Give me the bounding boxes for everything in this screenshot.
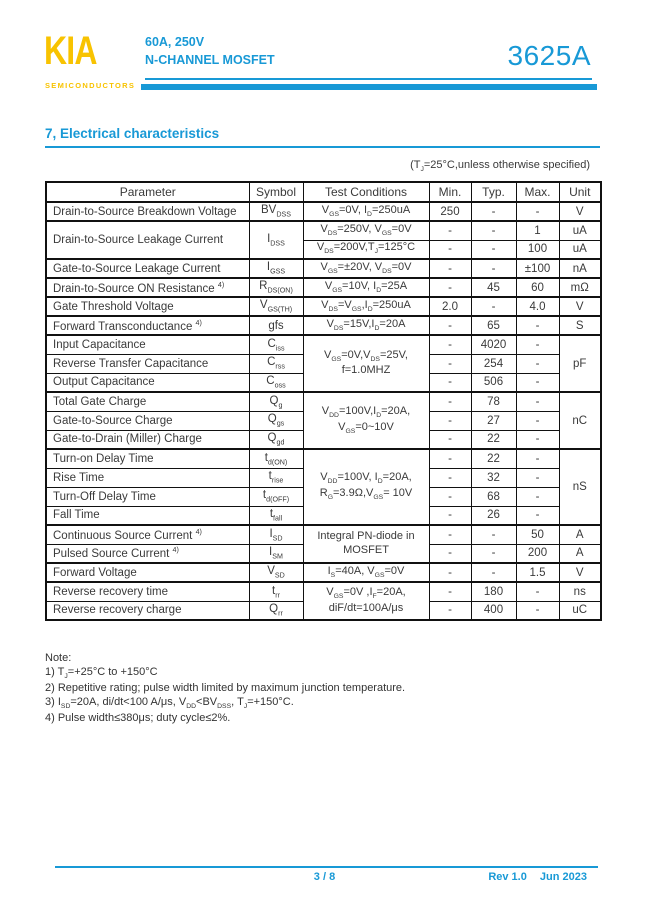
table-cell-num: - — [429, 373, 471, 392]
table-cell-num: 22 — [471, 430, 516, 449]
table-cell-num: - — [516, 354, 559, 373]
table-cell-param: Reverse recovery time — [46, 582, 249, 601]
table-cell-num: - — [429, 506, 471, 525]
table-row — [46, 563, 601, 582]
section-title-underline — [45, 146, 600, 148]
table-cell-param: Forward Voltage — [46, 563, 249, 582]
table-cell-param: Reverse Transfer Capacitance — [46, 354, 249, 373]
table-cell-sym: $t_{d(OFF)}$ — [249, 487, 303, 506]
table-cell-sym: $t_{d(ON)}$ — [249, 449, 303, 468]
table-cell-num: - — [429, 544, 471, 563]
table-cell-unit: V — [559, 563, 601, 582]
table-cell-sym: $R_{DS(ON)}$ — [249, 278, 303, 297]
section-label: Electrical characteristics — [60, 126, 220, 141]
table-cell-param: Input Capacitance — [46, 335, 249, 354]
footer-rule — [55, 866, 598, 868]
table-cell-param: Pulsed Source Current $^{4)}$ — [46, 544, 249, 563]
table-cell-num: 2.0 — [429, 297, 471, 316]
page-number: 3 / 8 — [313, 871, 336, 883]
table-cell-num: - — [471, 221, 516, 240]
table-cell-param: Turn-Off Delay Time — [46, 487, 249, 506]
table-cell-num: - — [516, 335, 559, 354]
table-cell-num: - — [516, 373, 559, 392]
table-cell-num: - — [516, 316, 559, 335]
table-header — [46, 182, 601, 202]
table-cell-unit: pF — [559, 335, 601, 392]
table-cell-num: - — [516, 487, 559, 506]
part-spec-line1: 60A, 250V — [145, 35, 205, 49]
part-spec — [145, 34, 275, 69]
table-cell-sym: $t_{fall}$ — [249, 506, 303, 525]
table-cell-cond: $V_{DD}=100V$, $I_D=20A$, $R_G=3.9\Omega,V_{GS}= 10V$ — [303, 449, 429, 525]
table-cell-num: - — [429, 468, 471, 487]
table-cell-param: Gate-to-Drain (Miller) Charge — [46, 430, 249, 449]
table-cell-sym: $V_{SD}$ — [249, 563, 303, 582]
table-cell-sym: $C_{oss}$ — [249, 373, 303, 392]
part-spec-line2: N-CHANNEL MOSFET — [145, 52, 275, 67]
table-cell-cond: $V_{DS}=250V$, $V_{GS}=0V$ — [303, 221, 429, 240]
table-cell-cond: $V_{DD}=100V,I_D=20A$, $V_{GS}=0\sim 10V$ — [303, 392, 429, 449]
table-cell-num: 100 — [516, 240, 559, 259]
test-condition-note: ($T_J=25^\circ C,unless$ otherwise specified) — [410, 159, 590, 174]
column-header: Unit — [559, 182, 601, 202]
table-cell-num: - — [429, 449, 471, 468]
table-cell-sym: $C_{iss}$ — [249, 335, 303, 354]
table-cell-num: 1 — [516, 221, 559, 240]
table-cell-cond: $V_{GS}=0V$ $,I_F=20A$, diF/dt=100A/μs — [303, 582, 429, 620]
column-header: Parameter — [46, 182, 249, 202]
table-cell-cond: $V_{GS}=0V,V_{DS}=25V$, f=1.0MHZ — [303, 335, 429, 392]
table-cell-sym: $Q_{rr}$ — [249, 601, 303, 620]
table-cell-num: 180 — [471, 582, 516, 601]
table-cell-param: Total Gate Charge — [46, 392, 249, 411]
table-cell-param: Gate Threshold Voltage — [46, 297, 249, 316]
table-cell-num: - — [471, 563, 516, 582]
section-number: 7, — [45, 126, 57, 141]
table-row — [46, 335, 601, 354]
table-cell-num: ±100 — [516, 259, 559, 278]
table-cell-sym: $BV_{DSS}$ — [249, 202, 303, 221]
logo-subtitle: SEMICONDUCTORS — [45, 81, 136, 90]
table-cell-cond: $V_{DS}=15V,I_D=20A$ — [303, 316, 429, 335]
table-header-row — [46, 182, 601, 202]
column-header: Symbol — [249, 182, 303, 202]
table-cell-num: - — [471, 544, 516, 563]
table-cell-num: - — [429, 240, 471, 259]
table-cell-unit: nC — [559, 392, 601, 449]
table-cell-num: 60 — [516, 278, 559, 297]
table-row — [46, 259, 601, 278]
revision-date: Jun 2023 — [539, 871, 587, 883]
table-cell-param: Reverse recovery charge — [46, 601, 249, 620]
table-cell-num: 32 — [471, 468, 516, 487]
table-cell-param: Drain-to-Source Leakage Current — [46, 221, 249, 259]
table-cell-num: - — [429, 601, 471, 620]
table-cell-sym: $V_{GS(TH)}$ — [249, 297, 303, 316]
table-cell-num: 200 — [516, 544, 559, 563]
table-cell-num: 68 — [471, 487, 516, 506]
notes-lines — [45, 666, 405, 726]
table-cell-unit: V — [559, 202, 601, 221]
table-cell-param: Output Capacitance — [46, 373, 249, 392]
table-cell-sym: $I_{GSS}$ — [249, 259, 303, 278]
table-cell-cond: $V_{GS}=0V$, $I_D=250uA$ — [303, 202, 429, 221]
table-row — [46, 202, 601, 221]
table-cell-unit: V — [559, 297, 601, 316]
table-row — [46, 582, 601, 601]
table-cell-num: - — [516, 430, 559, 449]
table-cell-cond: $V_{GS}=10V$, $I_D=25A$ — [303, 278, 429, 297]
table-cell-num: 26 — [471, 506, 516, 525]
table-cell-unit: ns — [559, 582, 601, 601]
table-cell-num: - — [516, 468, 559, 487]
table-cell-unit: uC — [559, 601, 601, 620]
table-cell-num: 78 — [471, 392, 516, 411]
table-cell-num: 50 — [516, 525, 559, 544]
table-cell-num: - — [471, 525, 516, 544]
table-cell-cond: $I_S=40A$, $V_{GS}=0V$ — [303, 563, 429, 582]
table-cell-num: - — [429, 335, 471, 354]
table-cell-num: - — [516, 392, 559, 411]
note-line: 3) $I_{SD}=20A$, di/dt<100 A/μs, $V_{DD}<BV_{DSS}$, $T_J=+150^\circ C$. — [45, 695, 294, 710]
table-cell-sym: $Q_{gd}$ — [249, 430, 303, 449]
table-cell-cond: $V_{DS}=200V,T_J=125^\circ C$ — [303, 240, 429, 259]
table-row — [46, 297, 601, 316]
table-cell-num: - — [516, 449, 559, 468]
table-cell-unit: A — [559, 525, 601, 544]
table-cell-num: - — [471, 297, 516, 316]
table-cell-num: - — [429, 487, 471, 506]
table-cell-param: Drain-to-Source Breakdown Voltage — [46, 202, 249, 221]
table-cell-sym: $I_{SM}$ — [249, 544, 303, 563]
table-cell-num: - — [429, 563, 471, 582]
revision-info — [488, 871, 587, 883]
table-cell-num: - — [516, 202, 559, 221]
table-row — [46, 221, 601, 240]
table-cell-num: - — [516, 582, 559, 601]
table-cell-num: 254 — [471, 354, 516, 373]
table-cell-unit: uA — [559, 240, 601, 259]
table-cell-num: - — [429, 259, 471, 278]
column-header: Test Conditions — [303, 182, 429, 202]
table-cell-num: - — [429, 278, 471, 297]
table-cell-num: 4020 — [471, 335, 516, 354]
table-cell-unit: nS — [559, 449, 601, 525]
kia-logo: KIA — [44, 29, 97, 73]
table-cell-num: - — [471, 240, 516, 259]
table-cell-num: 27 — [471, 411, 516, 430]
table-row — [46, 449, 601, 468]
header-rule-thick — [141, 84, 597, 90]
table-cell-num: - — [429, 221, 471, 240]
table-cell-sym: gfs — [249, 316, 303, 335]
table-cell-param: Forward Transconductance $^{4)}$ — [46, 316, 249, 335]
table-row — [46, 392, 601, 411]
table-cell-num: - — [429, 392, 471, 411]
table-cell-unit: nA — [559, 259, 601, 278]
header-rule-thin — [145, 78, 592, 80]
table-cell-num: 1.5 — [516, 563, 559, 582]
table-cell-num: - — [429, 354, 471, 373]
table-cell-param: Drain-to-Source ON Resistance $^{4)}$ — [46, 278, 249, 297]
table-cell-num: 250 — [429, 202, 471, 221]
table-cell-num: 45 — [471, 278, 516, 297]
table-row — [46, 525, 601, 544]
table-cell-param: Continuous Source Current $^{4)}$ — [46, 525, 249, 544]
electrical-characteristics-table — [45, 181, 602, 621]
table-cell-param: Gate-to-Source Charge — [46, 411, 249, 430]
note-line: 2) Repetitive rating; pulse width limited by maximum junction temperature. — [45, 681, 406, 694]
table-cell-sym: $Q_g$ — [249, 392, 303, 411]
table-cell-unit: uA — [559, 221, 601, 240]
table-cell-sym: $t_{rise}$ — [249, 468, 303, 487]
table-cell-num: 65 — [471, 316, 516, 335]
part-number: 3625A — [507, 40, 591, 71]
table-cell-sym: $I_{SD}$ — [249, 525, 303, 544]
table-row — [46, 316, 601, 335]
table-cell-param: Rise Time — [46, 468, 249, 487]
table-cell-num: - — [429, 316, 471, 335]
table-cell-num: 400 — [471, 601, 516, 620]
section-title — [45, 126, 219, 141]
table-cell-param: Gate-to-Source Leakage Current — [46, 259, 249, 278]
table-cell-cond: $V_{DS}=V_{GS},I_D=250uA$ — [303, 297, 429, 316]
table-cell-num: - — [429, 411, 471, 430]
table-cell-sym: $C_{rss}$ — [249, 354, 303, 373]
table-cell-num: - — [516, 601, 559, 620]
table-cell-sym: $Q_{gs}$ — [249, 411, 303, 430]
table-cell-sym: $I_{DSS}$ — [249, 221, 303, 259]
table-body — [46, 202, 601, 620]
table-cell-cond: $V_{GS}=\pm 20V$, $V_{DS}=0V$ — [303, 259, 429, 278]
table-cell-num: - — [471, 259, 516, 278]
table-cell-param: Fall Time — [46, 506, 249, 525]
table-cell-num: - — [516, 506, 559, 525]
table-cell-num: - — [471, 202, 516, 221]
table-cell-unit: mΩ — [559, 278, 601, 297]
table-cell-param: Turn-on Delay Time — [46, 449, 249, 468]
table-cell-unit: A — [559, 544, 601, 563]
notes — [45, 652, 405, 726]
column-header: Min. — [429, 182, 471, 202]
note-line: 4) Pulse width≤380μs; duty cycle≤2%. — [45, 711, 231, 724]
table-cell-num: - — [429, 430, 471, 449]
table-cell-num: 506 — [471, 373, 516, 392]
column-header: Typ. — [471, 182, 516, 202]
column-header: Max. — [516, 182, 559, 202]
table-cell-sym: $t_{rr}$ — [249, 582, 303, 601]
notes-label: Note: — [45, 652, 72, 664]
revision-label: Rev 1.0 — [488, 871, 527, 883]
table-cell-num: 4.0 — [516, 297, 559, 316]
table-row — [46, 278, 601, 297]
table-cell-num: - — [429, 582, 471, 601]
note-line: 1) $T_J=+25^\circ C$ to +150°C — [45, 665, 158, 681]
table-cell-num: - — [429, 525, 471, 544]
table-cell-num: - — [516, 411, 559, 430]
table-cell-num: 22 — [471, 449, 516, 468]
table-cell-unit: S — [559, 316, 601, 335]
table-cell-cond: Integral PN-diode in MOSFET — [303, 525, 429, 563]
